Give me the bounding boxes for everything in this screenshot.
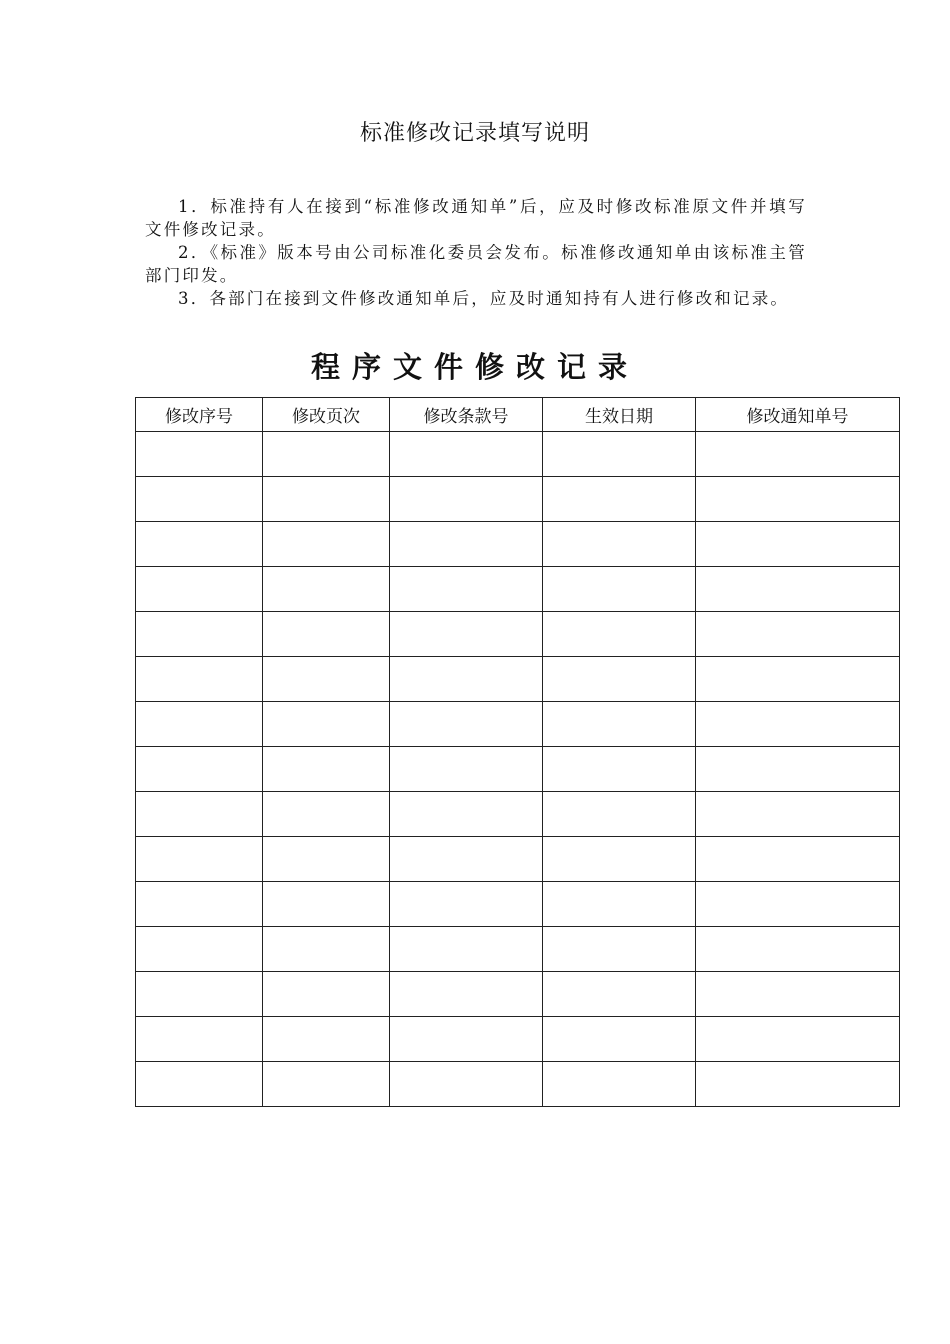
table-cell[interactable]	[263, 477, 390, 522]
table-row	[136, 747, 900, 792]
table-cell[interactable]	[263, 1017, 390, 1062]
table-cell[interactable]	[390, 432, 543, 477]
table-cell[interactable]	[263, 882, 390, 927]
table-cell[interactable]	[390, 792, 543, 837]
table-row	[136, 702, 900, 747]
table-cell[interactable]	[543, 657, 696, 702]
table-cell[interactable]	[543, 702, 696, 747]
table-cell[interactable]	[136, 837, 263, 882]
table-cell[interactable]	[543, 1017, 696, 1062]
table-cell[interactable]	[136, 567, 263, 612]
table-cell[interactable]	[390, 477, 543, 522]
record-table-title: 程序文件修改记录	[310, 350, 639, 384]
table-cell[interactable]	[696, 882, 900, 927]
table-row	[136, 837, 900, 882]
table-cell[interactable]	[696, 972, 900, 1017]
table-cell[interactable]	[543, 792, 696, 837]
table-row	[136, 432, 900, 477]
table-cell[interactable]	[696, 567, 900, 612]
table-cell[interactable]	[696, 837, 900, 882]
column-header-page: 修改页次	[263, 398, 390, 432]
table-cell[interactable]	[263, 657, 390, 702]
table-body	[136, 432, 900, 1107]
table-cell[interactable]	[390, 972, 543, 1017]
table-cell[interactable]	[263, 1062, 390, 1107]
table-cell[interactable]	[263, 612, 390, 657]
column-header-effective-date: 生效日期	[543, 398, 696, 432]
table-row	[136, 1062, 900, 1107]
column-header-clause: 修改条款号	[390, 398, 543, 432]
table-cell[interactable]	[136, 792, 263, 837]
table-cell[interactable]	[390, 612, 543, 657]
instruction-item-3: 3．各部门在接到文件修改通知单后，应及时通知持有人进行修改和记录。	[178, 289, 790, 308]
table-cell[interactable]	[390, 1017, 543, 1062]
table-row	[136, 522, 900, 567]
table-cell[interactable]	[543, 477, 696, 522]
column-header-sequence: 修改序号	[136, 398, 263, 432]
table-cell[interactable]	[543, 837, 696, 882]
table-cell[interactable]	[390, 567, 543, 612]
table-row	[136, 792, 900, 837]
table-cell[interactable]	[543, 927, 696, 972]
table-cell[interactable]	[263, 432, 390, 477]
table-cell[interactable]	[696, 1062, 900, 1107]
table-cell[interactable]	[543, 567, 696, 612]
table-cell[interactable]	[390, 747, 543, 792]
table-cell[interactable]	[136, 1062, 263, 1107]
table-row	[136, 657, 900, 702]
table-cell[interactable]	[136, 747, 263, 792]
table-cell[interactable]	[263, 792, 390, 837]
table-cell[interactable]	[543, 1062, 696, 1107]
table-cell[interactable]	[696, 1017, 900, 1062]
table-row	[136, 927, 900, 972]
table-cell[interactable]	[263, 837, 390, 882]
table-cell[interactable]	[696, 747, 900, 792]
table-row	[136, 612, 900, 657]
table-cell[interactable]	[136, 927, 263, 972]
table-row	[136, 882, 900, 927]
table-cell[interactable]	[263, 702, 390, 747]
table-cell[interactable]	[696, 522, 900, 567]
table-cell[interactable]	[136, 882, 263, 927]
table-cell[interactable]	[136, 702, 263, 747]
table-cell[interactable]	[136, 612, 263, 657]
table-cell[interactable]	[136, 522, 263, 567]
instruction-item-2: 2．《标准》版本号由公司标准化委员会发布。标准修改通知单由该标准主管部门印发。	[145, 243, 807, 285]
table-cell[interactable]	[696, 702, 900, 747]
instruction-item-1: 1．标准持有人在接到“标准修改通知单”后，应及时修改标准原文件并填写文件修改记录。	[145, 197, 807, 239]
table-cell[interactable]	[136, 657, 263, 702]
table-cell[interactable]	[543, 882, 696, 927]
table-cell[interactable]	[543, 612, 696, 657]
table-cell[interactable]	[543, 432, 696, 477]
table-cell[interactable]	[390, 702, 543, 747]
table-row	[136, 567, 900, 612]
table-header-row	[136, 398, 900, 432]
table-cell[interactable]	[263, 567, 390, 612]
table-cell[interactable]	[696, 477, 900, 522]
table-cell[interactable]	[136, 432, 263, 477]
table-cell[interactable]	[390, 837, 543, 882]
table-cell[interactable]	[696, 792, 900, 837]
table-row	[136, 972, 900, 1017]
table-cell[interactable]	[136, 1017, 263, 1062]
table-cell[interactable]	[136, 972, 263, 1017]
table-cell[interactable]	[390, 927, 543, 972]
table-cell[interactable]	[696, 927, 900, 972]
table-cell[interactable]	[390, 657, 543, 702]
column-header-notice-number: 修改通知单号	[696, 398, 900, 432]
table-cell[interactable]	[543, 972, 696, 1017]
table-row	[136, 477, 900, 522]
table-cell[interactable]	[390, 1062, 543, 1107]
table-cell[interactable]	[263, 747, 390, 792]
table-cell[interactable]	[263, 927, 390, 972]
table-cell[interactable]	[543, 747, 696, 792]
table-cell[interactable]	[390, 522, 543, 567]
instructions-body	[145, 195, 807, 310]
table-row	[136, 1017, 900, 1062]
instructions-title: 标准修改记录填写说明	[359, 121, 590, 146]
table-cell[interactable]	[696, 432, 900, 477]
table-cell[interactable]	[390, 882, 543, 927]
modification-record-table	[135, 397, 900, 1107]
table-cell[interactable]	[136, 477, 263, 522]
table-cell[interactable]	[696, 657, 900, 702]
table-cell[interactable]	[263, 522, 390, 567]
table-cell[interactable]	[543, 522, 696, 567]
table-cell[interactable]	[696, 612, 900, 657]
table-cell[interactable]	[263, 972, 390, 1017]
